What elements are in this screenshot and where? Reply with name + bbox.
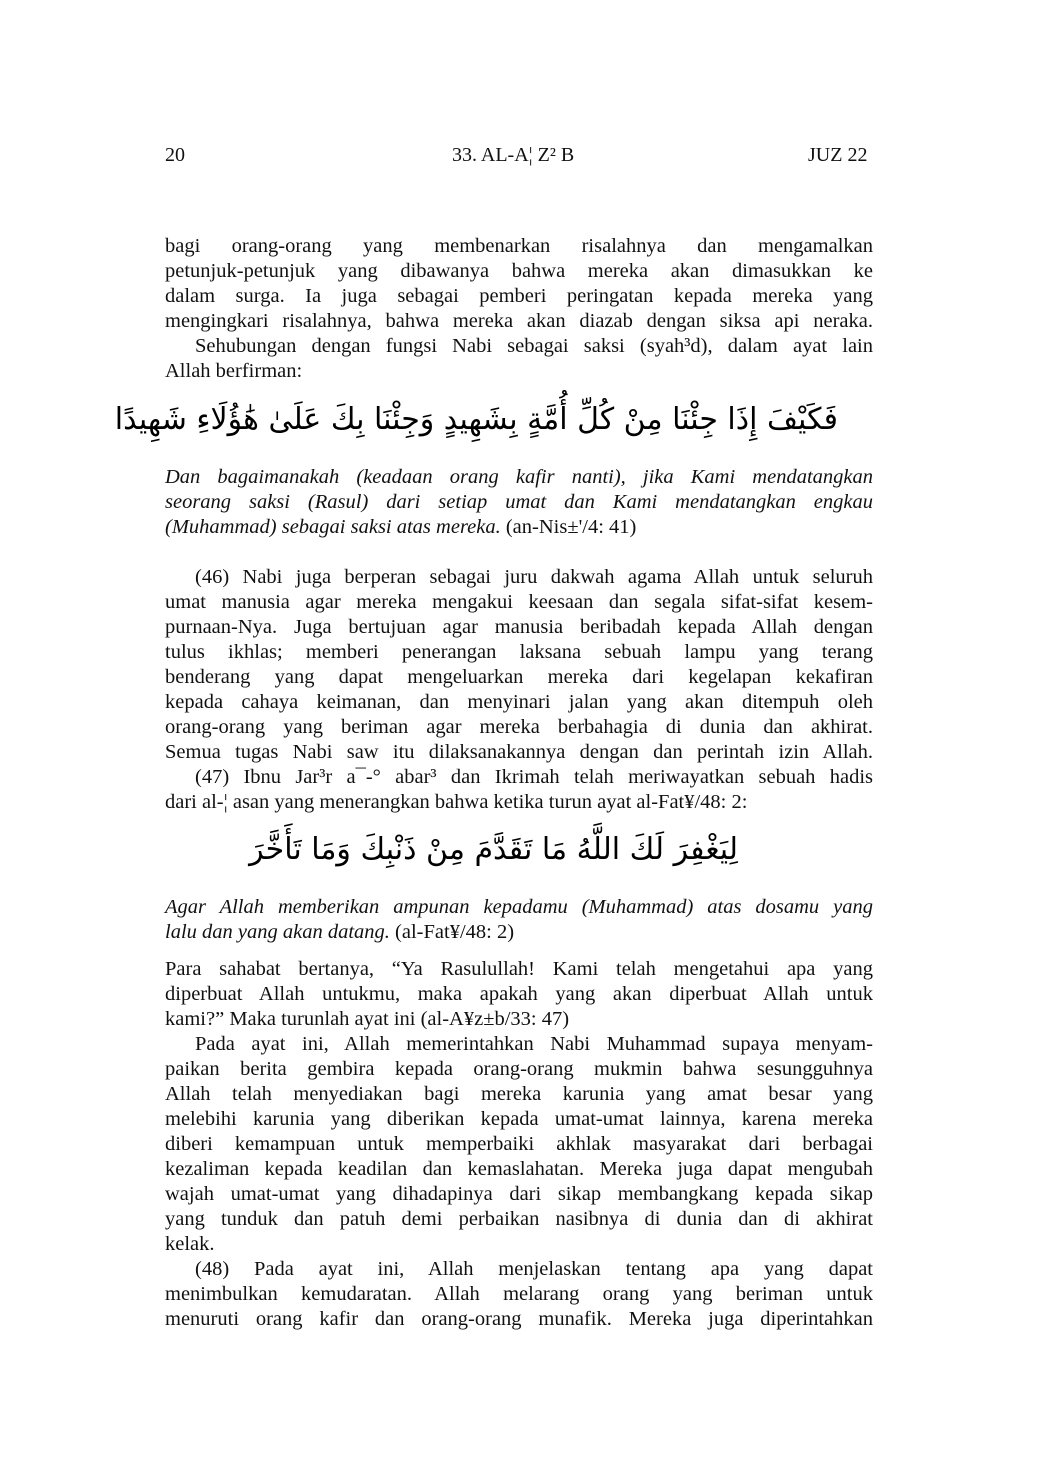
text-line: Para sahabat bertanya, “Ya Rasulullah! Kami telah mengetahui apa yang (165, 958, 873, 980)
verse-reference: (al-Fat¥/48: 2) (395, 921, 515, 943)
text-line: diberi kemampuan untuk memperbaiki akhlak masyarakat dari berbagai (165, 1133, 873, 1155)
verse-2-translation (165, 895, 873, 945)
text-line: (46) Nabi juga berperan sebagai juru dakwah agama Allah untuk seluruh (195, 566, 873, 588)
text-line: kelak. (165, 1233, 215, 1255)
juz-label: JUZ 22 (808, 144, 868, 166)
paragraph-46 (165, 565, 873, 815)
text-line: dalam surga. Ia juga sebagai pemberi peringatan kepada mereka yang (165, 285, 873, 307)
paragraph-body (165, 957, 873, 1332)
text-line (165, 920, 873, 945)
page-number: 20 (165, 144, 185, 166)
surah-title: 33. AL-A¦ Z² B (452, 144, 575, 166)
translation-text: lalu dan yang akan datang. (165, 921, 390, 943)
text-line: tulus ikhlas; memberi penerangan laksana sebuah lampu yang terang (165, 641, 873, 663)
text-line: orang-orang yang beriman agar mereka berbahagia di dunia dan akhirat. (165, 716, 873, 738)
text-line: diperbuat Allah untukmu, maka apakah yang akan diperbuat Allah untuk (165, 983, 873, 1005)
text-line: dari al-¦ asan yang menerangkan bahwa ketika turun ayat al-Fat¥/48: 2: (165, 791, 748, 813)
text-line: kepada cahaya keimanan, dan menyinari jalan yang akan ditempuh oleh (165, 691, 873, 713)
text-line: (47) Ibnu Jar³r a¯-° abar³ dan Ikrimah telah meriwayatkan sebuah hadis (195, 766, 873, 788)
text-line: Sehubungan dengan fungsi Nabi sebagai saksi (syah³d), dalam ayat lain (195, 335, 873, 357)
paragraph-intro (165, 234, 873, 384)
text-line: Pada ayat ini, Allah memerintahkan Nabi Muhammad supaya menyam- (195, 1033, 873, 1055)
text-line: kezaliman kepada keadilan dan kemaslahatan. Mereka juga dapat mengubah (165, 1158, 873, 1180)
arabic-verse-2: لِيَغْفِرَ لَكَ اللَّهُ مَا تَقَدَّمَ مِنْ ذَنْبِكَ وَمَا تَأَخَّرَ (249, 832, 738, 867)
text-line: Dan bagaimanakah (keadaan orang kafir nanti), jika Kami mendatangkan (165, 466, 873, 488)
text-line: (48) Pada ayat ini, Allah menjelaskan tentang apa yang dapat (195, 1258, 873, 1280)
text-line: benderang yang dapat mengeluarkan mereka dari kegelapan kekafiran (165, 666, 873, 688)
text-line: purnaan-Nya. Juga bertujuan agar manusia beribadah kepada Allah dengan (165, 616, 873, 638)
text-line: menuruti orang kafir dan orang-orang munafik. Mereka juga diperintahkan (165, 1308, 873, 1330)
text-line: kami?” Maka turunlah ayat ini (al-A¥z±b/33: 47) (165, 1008, 570, 1030)
verse-reference: (an-Nis±'/4: 41) (505, 516, 637, 538)
verse-1-translation (165, 465, 873, 540)
text-line: menimbulkan kemudaratan. Allah melarang orang yang beriman untuk (165, 1283, 873, 1305)
text-line: Allah telah menyediakan bagi mereka karunia yang amat besar yang (165, 1083, 873, 1105)
text-line: umat manusia agar mereka mengakui keesaan dan segala sifat-sifat kesem- (165, 591, 873, 613)
text-line: Semua tugas Nabi saw itu dilaksanakannya dengan dan perintah izin Allah. (165, 741, 873, 763)
text-line: Agar Allah memberikan ampunan kepadamu (Muhammad) atas dosamu yang (165, 896, 873, 918)
text-line: mengingkari risalahnya, bahwa mereka akan diazab dengan siksa api neraka. (165, 310, 873, 332)
text-line: seorang saksi (Rasul) dari setiap umat dan Kami mendatangkan engkau (165, 491, 873, 513)
text-line (165, 515, 873, 540)
text-line: paikan berita gembira kepada orang-orang mukmin bahwa sesungguhnya (165, 1058, 873, 1080)
text-line: melebihi karunia yang diberikan kepada umat-umat lainnya, karena mereka (165, 1108, 873, 1130)
translation-text: (Muhammad) sebagai saksi atas mereka. (165, 516, 501, 538)
text-line: yang tunduk dan patuh demi perbaikan nasibnya di dunia dan di akhirat (165, 1208, 873, 1230)
text-line: petunjuk-petunjuk yang dibawanya bahwa mereka akan dimasukkan ke (165, 260, 873, 282)
text-line: Allah berfirman: (165, 360, 303, 382)
text-line: bagi orang-orang yang membenarkan risalahnya dan mengamalkan (165, 235, 873, 257)
arabic-verse-1: فَكَيْفَ إِذَا جِئْنَا مِنْ كُلِّ أُمَّةٍ بِشَهِيدٍ وَجِئْنَا بِكَ عَلَىٰ هَٰؤُلَاءِ شَهِيدًا (114, 402, 838, 437)
text-line: wajah umat-umat yang dihadapinya dari sikap membangkang kepada sikap (165, 1183, 873, 1205)
